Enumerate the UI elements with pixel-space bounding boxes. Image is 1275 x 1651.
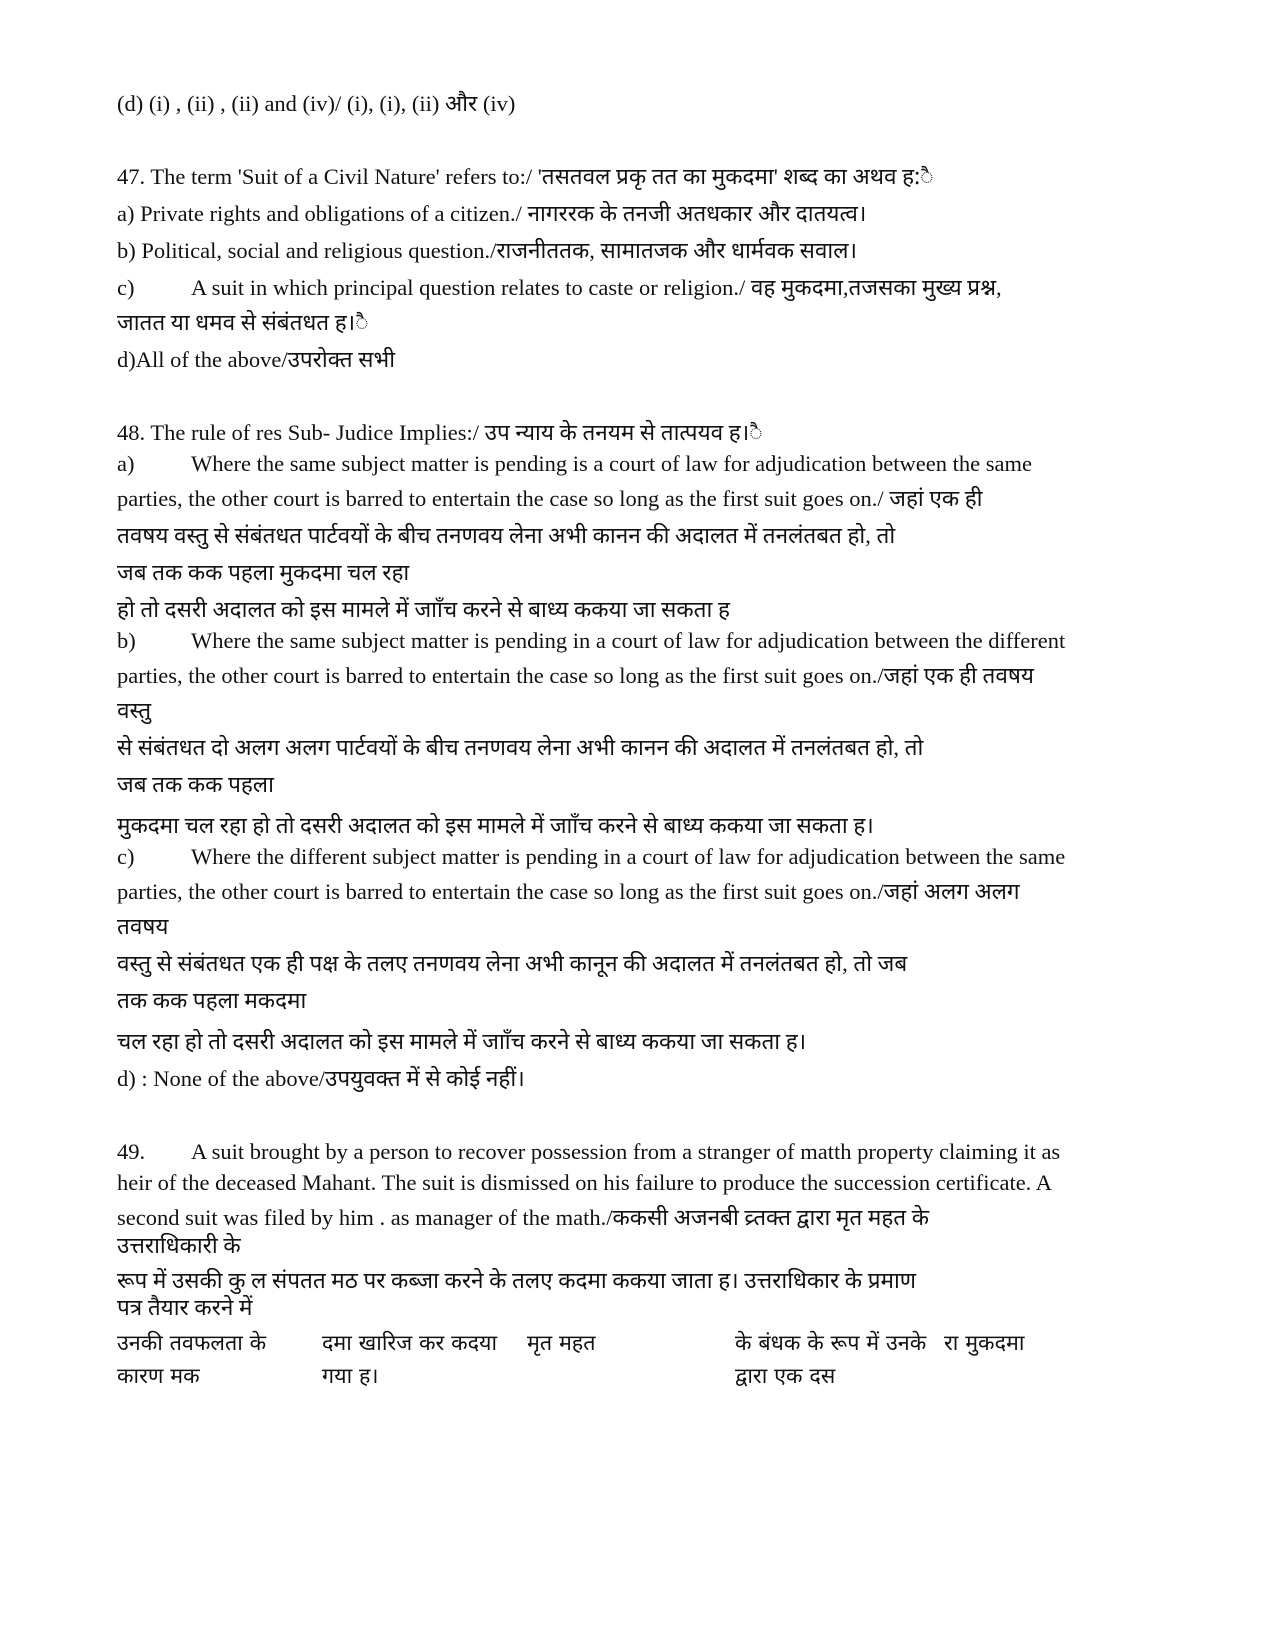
option-label: c) xyxy=(117,275,135,300)
question-text: A suit brought by a person to recover possession from a stranger of matth property claiming it as xyxy=(191,1139,1061,1164)
question-number: 49. xyxy=(117,1139,146,1164)
option-label: b) xyxy=(117,628,136,653)
question-48-option-b xyxy=(117,625,1187,656)
option-text: Where the same subject matter is pending is a court of law for adjudication between the same xyxy=(191,451,1032,476)
broken-column-text xyxy=(117,1327,1187,1437)
column-2: दमा खारिज कर कदया गया ह। xyxy=(322,1331,498,1389)
question-48-option-b-line2: parties, the other court is barred to entertain the case so long as the first suit goes on./जहां एक ही तवषय xyxy=(117,663,1034,688)
question-48-option-c-line6: चल रहा हो तो दसरी अदालत को इस मामले में जााँच करने से बाध्य ककया जा सकता ह। xyxy=(117,1029,807,1054)
column-3: मृत महत xyxy=(527,1331,596,1356)
question-49-line2: heir of the deceased Mahant. The suit is dismissed on his failure to produce the succession certificate. A xyxy=(117,1170,1052,1195)
question-48-option-a-line3: तवषय वस्तु से संबंतधत पार्टवयों के बीच तनणवय लेना अभी कानन की अदालत में तनलंतबत हो, तो xyxy=(117,523,896,548)
question-47-option-d: d)All of the above/उपरोक्त सभी xyxy=(117,347,396,372)
question-48-option-c xyxy=(117,841,1187,872)
column-5: रा मुकदमा xyxy=(944,1331,1025,1356)
question-48-option-c-line4: वस्तु से संबंतधत एक ही पक्ष के तलए तनणवय लेना अभी कानून की अदालत में तनलंतबत हो, तो जब xyxy=(117,951,908,976)
column-4: के बंधक के रूप में उनके द्वारा एक दस xyxy=(735,1331,927,1389)
question-48-option-b-line5: जब तक कक पहला xyxy=(117,772,274,797)
question-47-option-c xyxy=(117,272,1187,303)
question-48-option-d: d) : None of the above/उपयुवक्त में से कोई नहीं। xyxy=(117,1066,525,1091)
column-1: उनकी तवफलता के कारण मक xyxy=(117,1331,267,1389)
answer-option-d-prev: (d) (i) , (ii) , (ii) and (iv)/ (i), (i), (ii) और (iv) xyxy=(117,91,516,116)
question-48-stem: 48. The rule of res Sub- Judice Implies:/ उप न्याय के तनयम से तात्पयव ह।ै xyxy=(117,420,763,445)
question-48-option-a-line2: parties, the other court is barred to entertain the case so long as the first suit goes on./ जहां एक ही xyxy=(117,486,983,511)
question-48-option-a-line5: हो तो दसरी अदालत को इस मामले में जााँच करने से बाध्य ककया जा सकता ह xyxy=(117,597,730,622)
question-48-option-b-line3: वस्तु xyxy=(117,698,152,723)
question-48-option-b-line6: मुकदमा चल रहा हो तो दसरी अदालत को इस मामले में जााँच करने से बाध्य ककया जा सकता ह। xyxy=(117,813,874,838)
question-47-option-c-cont: जातत या धमव से संबंतधत ह।ै xyxy=(117,310,369,335)
option-label: c) xyxy=(117,844,135,869)
option-label: a) xyxy=(117,451,135,476)
question-49-line5: रूप में उसकी कु ल संपतत मठ पर कब्जा करने के तलए कदमा ककया जाता ह। उत्तराधिकार के प्रमाण xyxy=(117,1268,917,1293)
question-47-option-b: b) Political, social and religious question./राजनीततक, सामातजक और धार्मवक सवाल। xyxy=(117,238,857,263)
option-text: Where the same subject matter is pending in a court of law for adjudication between the different xyxy=(191,628,1066,653)
option-text: Where the different subject matter is pending in a court of law for adjudication between the same xyxy=(191,844,1066,869)
question-48-option-b-line4: से संबंतधत दो अलग अलग पार्टवयों के बीच तनणवय लेना अभी कानन की अदालत में तनलंतबत हो, तो xyxy=(117,735,924,760)
question-48-option-a xyxy=(117,448,1187,479)
document-page xyxy=(117,88,1187,1437)
question-48-option-c-line3: तवषय xyxy=(117,914,169,939)
question-48-option-c-line5: तक कक पहला मकदमा xyxy=(117,988,307,1013)
question-47-option-a: a) Private rights and obligations of a citizen./ नागररक के तनजी अतधकार और दातयत्व। xyxy=(117,201,867,226)
question-49-line4: उत्तराधिकारी के xyxy=(117,1233,241,1258)
option-text: A suit in which principal question relates to caste or religion./ वह मुकदमा,तजसका मुख्य प्रश्न, xyxy=(191,275,1002,300)
question-48-option-c-line2: parties, the other court is barred to entertain the case so long as the first suit goes on./जहां अलग अलग xyxy=(117,879,1020,904)
question-47-stem: 47. The term 'Suit of a Civil Nature' refers to:/ 'तसतवल प्रकृ तत का मुकदमा' शब्द का अथव ह:ै xyxy=(117,164,934,189)
question-49-line6: पत्र तैयार करने में xyxy=(117,1295,253,1320)
question-49-stem xyxy=(117,1136,1187,1167)
question-49-line3: second suit was filed by him . as manager of the math./ककसी अजनबी व्र्तक्त द्वारा मृत महत के xyxy=(117,1205,930,1230)
question-48-option-a-line4: जब तक कक पहला मुकदमा चल रहा xyxy=(117,560,410,585)
